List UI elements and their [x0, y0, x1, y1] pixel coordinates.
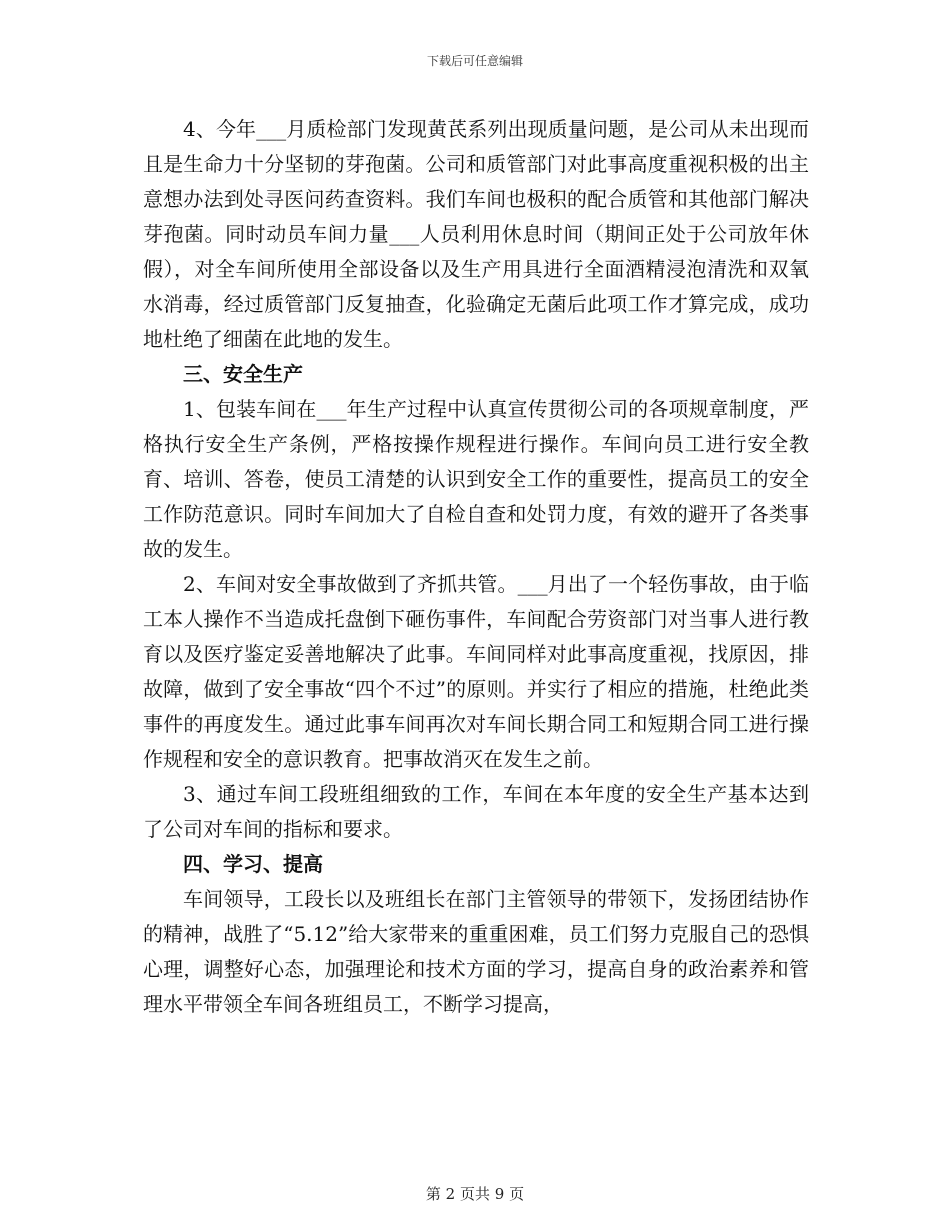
- paragraph-safety-2: 2、车间对安全事故做到了齐抓共管。___月出了一个轻伤事故，由于临工本人操作不当造成托盘倒下砸伤事件，车间配合劳资部门对当事人进行教育以及医疗鉴定妥善地解决了此事。车间同样对此事高度重视，找原因，排故障，做到了安全事故“四个不过”的原则。并实行了相应的措施，杜绝此类事件的再度发生。通过此事车间再次对车间长期合同工和短期合同工进行操作规程和安全的意识教育。把事故消灭在发生之前。: [143, 572, 809, 771]
- paragraph-safety-1: 1、包装车间在___年生产过程中认真宣传贯彻公司的各项规章制度，严格执行安全生产条例，严格按操作规程进行操作。车间向员工进行安全教育、培训、答卷，使员工清楚的认识到安全工作的重要性，提高员工的安全工作防范意识。同时车间加大了自检自查和处罚力度，有效的避开了各类事故的发生。: [143, 397, 809, 561]
- paragraph-item-4: 4、今年___月质检部门发现黄芪系列出现质量问题，是公司从未出现而且是生命力十分坚韧的芽孢菌。公司和质管部门对此事高度重视积极的出主意想办法到处寻医问药查资料。我们车间也极积的配合质管和其他部门解决芽孢菌。同时动员车间力量___人员利用休息时间（期间正处于公司放年休假），对全车间所使用全部设备以及生产用具进行全面酒精浸泡清洗和双氧水消毒，经过质管部门反复抽查，化验确定无菌后此项工作才算完成，成功地杜绝了细菌在此地的发生。: [143, 117, 809, 351]
- section-heading-safety: 三、安全生产: [183, 362, 303, 386]
- paragraph-learning: 车间领导，工段长以及班组长在部门主管领导的带领下，发扬团结协作的精神，战胜了“5.12”给大家带来的重重困难，员工们努力克服自己的恐惧心理，调整好心态，加强理论和技术方面的学习，提高自身的政治素养和管理水平带领全车间各班组员工，不断学习提高，: [143, 887, 809, 1016]
- page-header: 下载后可任意编辑: [426, 54, 523, 68]
- page-number: 第 2 页共 9 页: [425, 1185, 525, 1203]
- document-body: [143, 112, 809, 1022]
- paragraph-safety-3: 3、通过车间工段班组细致的工作，车间在本年度的安全生产基本达到了公司对车间的指标和要求。: [143, 782, 809, 841]
- section-heading-learning: 四、学习、提高: [183, 852, 323, 876]
